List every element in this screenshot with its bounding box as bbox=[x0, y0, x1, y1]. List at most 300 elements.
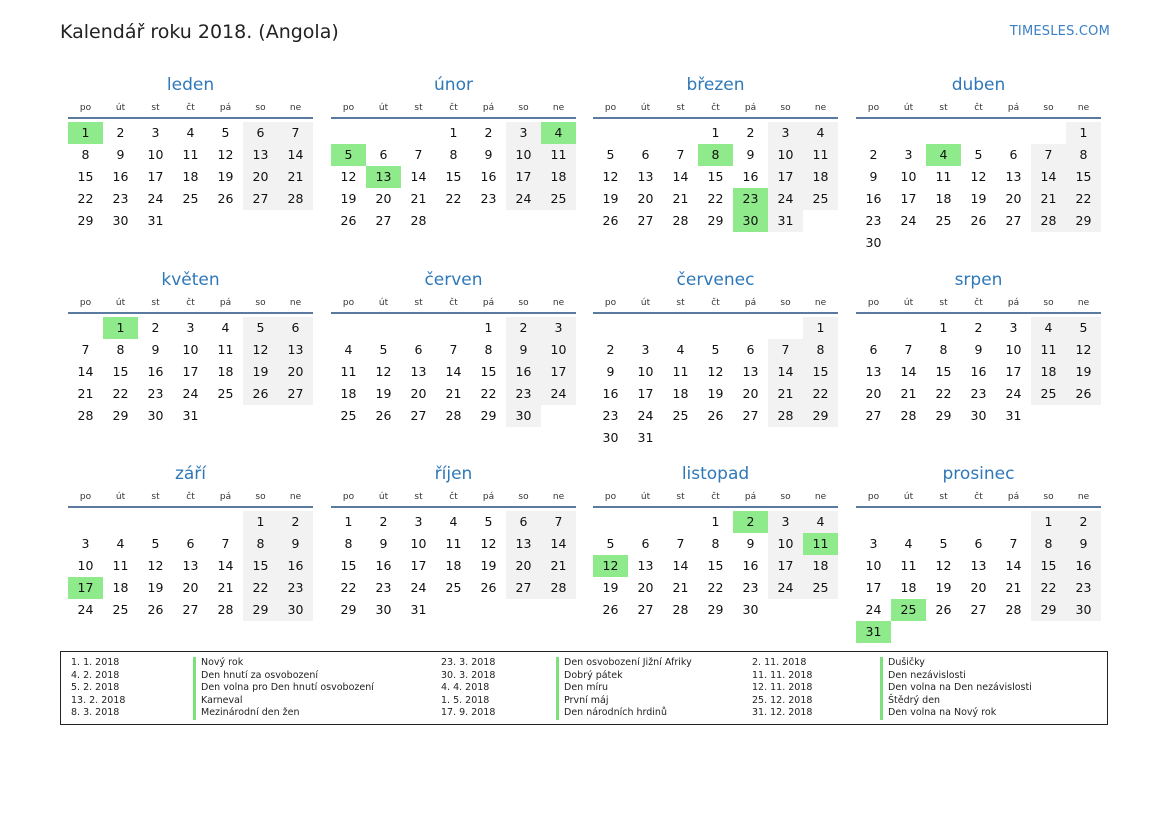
day-cell: 29 bbox=[77, 213, 94, 228]
day-cell: 22 bbox=[77, 191, 94, 206]
day-cell: 25 bbox=[182, 191, 199, 206]
weekday-label: pá bbox=[744, 298, 757, 308]
day-cell: 28 bbox=[672, 213, 689, 228]
day-cell: 4 bbox=[344, 342, 353, 357]
empty-cell bbox=[926, 122, 961, 144]
legend-date: 4. 2. 2018 bbox=[71, 669, 120, 681]
weekday-header bbox=[856, 294, 1101, 314]
day-cell: 30 bbox=[742, 602, 759, 617]
day-cell: 3 bbox=[541, 317, 576, 339]
day-cell: 28 bbox=[445, 408, 462, 423]
day-cell: 7 bbox=[221, 536, 230, 551]
day-cell: 3 bbox=[414, 514, 423, 529]
day-cell: 12 bbox=[707, 364, 724, 379]
day-cell: 18 bbox=[935, 191, 952, 206]
day-cell: 28 bbox=[541, 577, 576, 599]
day-cell: 7 bbox=[676, 536, 685, 551]
day-cell: 8 bbox=[1066, 144, 1101, 166]
day-cell: 8 bbox=[81, 147, 90, 162]
weekday-header bbox=[331, 294, 576, 314]
day-cell: 18 bbox=[541, 166, 576, 188]
day-cell: 26 bbox=[217, 191, 234, 206]
legend-date: 11. 11. 2018 bbox=[752, 669, 813, 681]
weekday-label: ne bbox=[552, 103, 565, 113]
day-cell: 21 bbox=[900, 386, 917, 401]
day-cell: 17 bbox=[182, 364, 199, 379]
day-cell: 27 bbox=[970, 602, 987, 617]
day-cell: 30 bbox=[375, 602, 392, 617]
weekday-label: st bbox=[676, 492, 685, 502]
day-cell: 14 bbox=[1031, 166, 1066, 188]
day-cell: 16 bbox=[506, 361, 541, 383]
day-cell: 9 bbox=[484, 147, 493, 162]
day-cell: 10 bbox=[637, 364, 654, 379]
weekday-label: st bbox=[939, 492, 948, 502]
days-grid bbox=[856, 122, 1101, 254]
day-cell: 15 bbox=[445, 169, 462, 184]
day-cell: 4 bbox=[803, 122, 838, 144]
day-cell: 28 bbox=[1031, 210, 1066, 232]
day-cell: 11 bbox=[340, 364, 357, 379]
day-cell: 16 bbox=[278, 555, 313, 577]
day-cell: 25 bbox=[672, 408, 689, 423]
day-cell: 14 bbox=[410, 169, 427, 184]
day-cell: 29 bbox=[707, 213, 724, 228]
day-cell: 3 bbox=[81, 536, 90, 551]
holiday-day-cell: 25 bbox=[891, 599, 926, 621]
day-cell: 6 bbox=[278, 317, 313, 339]
legend-dates-col-1 bbox=[71, 657, 125, 720]
days-grid bbox=[68, 317, 313, 427]
weekday-label: čt bbox=[186, 492, 195, 502]
day-cell: 12 bbox=[375, 364, 392, 379]
month-name: listopad bbox=[681, 464, 750, 484]
day-cell: 29 bbox=[935, 408, 952, 423]
holiday-day-cell: 5 bbox=[331, 144, 366, 166]
day-cell: 27 bbox=[278, 383, 313, 405]
day-cell: 8 bbox=[1031, 533, 1066, 555]
weekday-label: po bbox=[867, 298, 880, 308]
day-cell: 8 bbox=[243, 533, 278, 555]
legend-holiday-name: Den míru bbox=[564, 682, 609, 693]
day-cell: 29 bbox=[480, 408, 497, 423]
day-cell: 19 bbox=[375, 386, 392, 401]
weekday-header bbox=[331, 99, 576, 119]
day-cell: 31 bbox=[768, 210, 803, 232]
day-cell: 6 bbox=[641, 147, 650, 162]
weekday-label: ne bbox=[552, 492, 565, 502]
day-cell: 3 bbox=[186, 320, 195, 335]
day-cell: 30 bbox=[506, 405, 541, 427]
day-cell: 28 bbox=[77, 408, 94, 423]
day-cell: 10 bbox=[768, 144, 803, 166]
day-cell: 27 bbox=[375, 213, 392, 228]
day-cell: 24 bbox=[1005, 386, 1022, 401]
month-block bbox=[68, 74, 313, 232]
day-cell: 24 bbox=[410, 580, 427, 595]
day-cell: 14 bbox=[77, 364, 94, 379]
month-name: březen bbox=[686, 75, 745, 95]
day-cell: 18 bbox=[340, 386, 357, 401]
weekday-label: po bbox=[604, 103, 617, 113]
day-cell: 2 bbox=[1066, 511, 1101, 533]
day-cell: 24 bbox=[768, 577, 803, 599]
day-cell: 14 bbox=[541, 533, 576, 555]
weekday-label: čt bbox=[186, 298, 195, 308]
day-cell: 23 bbox=[865, 213, 882, 228]
day-cell: 11 bbox=[445, 536, 462, 551]
legend-holiday-name: Den volna pro Den hnutí osvobození bbox=[201, 682, 374, 693]
day-cell: 2 bbox=[506, 317, 541, 339]
month-name: prosinec bbox=[942, 464, 1015, 484]
weekday-label: so bbox=[518, 298, 529, 308]
empty-cell bbox=[331, 122, 366, 144]
day-cell: 17 bbox=[900, 191, 917, 206]
weekday-label: so bbox=[1043, 298, 1054, 308]
weekday-label: st bbox=[151, 492, 160, 502]
day-cell: 8 bbox=[939, 342, 948, 357]
day-cell: 13 bbox=[637, 169, 654, 184]
day-cell: 15 bbox=[77, 169, 94, 184]
day-cell: 21 bbox=[445, 386, 462, 401]
day-cell: 3 bbox=[904, 147, 913, 162]
day-cell: 17 bbox=[147, 169, 164, 184]
day-cell: 26 bbox=[602, 213, 619, 228]
day-cell: 22 bbox=[1031, 577, 1066, 599]
day-cell: 27 bbox=[637, 213, 654, 228]
empty-cell bbox=[856, 317, 891, 339]
day-cell: 2 bbox=[606, 342, 615, 357]
day-cell: 2 bbox=[278, 511, 313, 533]
legend-date: 4. 4. 2018 bbox=[441, 682, 490, 693]
legend-holiday-name: Den volna na Den nezávislosti bbox=[888, 682, 1032, 693]
month-name: říjen bbox=[434, 464, 473, 484]
day-cell: 10 bbox=[541, 339, 576, 361]
day-cell: 21 bbox=[77, 386, 94, 401]
weekday-label: út bbox=[378, 298, 389, 308]
day-cell: 8 bbox=[484, 342, 493, 357]
holiday-day-cell: 13 bbox=[366, 166, 401, 188]
day-cell: 14 bbox=[445, 364, 462, 379]
day-cell: 16 bbox=[480, 169, 497, 184]
day-cell: 28 bbox=[672, 602, 689, 617]
empty-cell bbox=[1031, 122, 1066, 144]
day-cell: 24 bbox=[77, 602, 94, 617]
day-cell: 22 bbox=[480, 386, 497, 401]
day-cell: 11 bbox=[541, 144, 576, 166]
day-cell: 15 bbox=[480, 364, 497, 379]
day-cell: 30 bbox=[602, 430, 619, 445]
holiday-day-cell: 31 bbox=[856, 621, 891, 643]
empty-cell bbox=[663, 122, 698, 144]
day-cell: 29 bbox=[112, 408, 129, 423]
day-cell: 4 bbox=[186, 125, 195, 140]
day-cell: 10 bbox=[77, 558, 94, 573]
day-cell: 26 bbox=[602, 602, 619, 617]
day-cell: 12 bbox=[340, 169, 357, 184]
month-block bbox=[331, 269, 576, 427]
legend-holiday-name: Dobrý pátek bbox=[564, 669, 623, 681]
day-cell: 14 bbox=[1005, 558, 1022, 573]
day-cell: 9 bbox=[278, 533, 313, 555]
empty-cell bbox=[103, 511, 138, 533]
day-cell: 13 bbox=[278, 339, 313, 361]
day-cell: 25 bbox=[1031, 383, 1066, 405]
empty-cell bbox=[891, 122, 926, 144]
day-cell: 22 bbox=[243, 577, 278, 599]
month-name: duben bbox=[951, 75, 1006, 95]
weekday-label: pá bbox=[219, 298, 232, 308]
weekday-label: so bbox=[518, 103, 529, 113]
day-cell: 13 bbox=[637, 558, 654, 573]
empty-cell bbox=[208, 511, 243, 533]
weekday-label: ne bbox=[814, 103, 827, 113]
weekday-label: út bbox=[903, 103, 914, 113]
weekday-label: po bbox=[79, 103, 92, 113]
day-cell: 19 bbox=[243, 361, 278, 383]
day-cell: 27 bbox=[637, 602, 654, 617]
weekday-label: út bbox=[903, 492, 914, 502]
day-cell: 7 bbox=[676, 147, 685, 162]
weekday-label: út bbox=[378, 103, 389, 113]
day-cell: 21 bbox=[541, 555, 576, 577]
legend-date: 1. 1. 2018 bbox=[71, 657, 120, 668]
day-cell: 28 bbox=[278, 188, 313, 210]
day-cell: 9 bbox=[746, 536, 755, 551]
day-cell: 30 bbox=[1066, 599, 1101, 621]
day-cell: 28 bbox=[217, 602, 234, 617]
month-block bbox=[331, 74, 576, 232]
weekday-label: pá bbox=[744, 492, 757, 502]
day-cell: 2 bbox=[869, 147, 878, 162]
day-cell: 25 bbox=[445, 580, 462, 595]
day-cell: 27 bbox=[506, 577, 541, 599]
day-cell: 16 bbox=[147, 364, 164, 379]
weekday-label: čt bbox=[449, 298, 458, 308]
empty-cell bbox=[891, 317, 926, 339]
day-cell: 16 bbox=[112, 169, 129, 184]
day-cell: 9 bbox=[606, 364, 615, 379]
day-cell: 2 bbox=[116, 125, 125, 140]
weekday-label: ne bbox=[552, 298, 565, 308]
day-cell: 29 bbox=[1031, 599, 1066, 621]
day-cell: 13 bbox=[506, 533, 541, 555]
legend-date: 25. 12. 2018 bbox=[752, 694, 813, 706]
day-cell: 17 bbox=[506, 166, 541, 188]
weekday-header bbox=[856, 488, 1101, 508]
day-cell: 26 bbox=[707, 408, 724, 423]
day-cell: 2 bbox=[379, 514, 388, 529]
day-cell: 18 bbox=[900, 580, 917, 595]
day-cell: 19 bbox=[147, 580, 164, 595]
day-cell: 20 bbox=[243, 166, 278, 188]
day-cell: 11 bbox=[182, 147, 199, 162]
day-cell: 13 bbox=[1005, 169, 1022, 184]
day-cell: 27 bbox=[1005, 213, 1022, 228]
day-cell: 19 bbox=[935, 580, 952, 595]
day-cell: 15 bbox=[1031, 555, 1066, 577]
day-cell: 23 bbox=[375, 580, 392, 595]
weekday-label: st bbox=[414, 298, 423, 308]
weekday-header bbox=[593, 99, 838, 119]
day-cell: 14 bbox=[278, 144, 313, 166]
day-cell: 7 bbox=[278, 122, 313, 144]
empty-cell bbox=[698, 317, 733, 339]
month-block bbox=[856, 269, 1101, 427]
day-cell: 12 bbox=[147, 558, 164, 573]
day-cell: 28 bbox=[410, 213, 427, 228]
weekday-label: út bbox=[115, 103, 126, 113]
empty-cell bbox=[366, 317, 401, 339]
day-cell: 19 bbox=[1066, 361, 1101, 383]
day-cell: 4 bbox=[1031, 317, 1066, 339]
day-cell: 16 bbox=[742, 558, 759, 573]
weekday-label: čt bbox=[711, 103, 720, 113]
day-cell: 28 bbox=[900, 408, 917, 423]
day-cell: 26 bbox=[375, 408, 392, 423]
empty-cell bbox=[663, 317, 698, 339]
legend-date: 31. 12. 2018 bbox=[752, 707, 813, 718]
day-cell: 31 bbox=[147, 213, 164, 228]
weekday-label: st bbox=[414, 492, 423, 502]
day-cell: 2 bbox=[974, 320, 983, 335]
day-cell: 7 bbox=[904, 342, 913, 357]
day-cell: 16 bbox=[742, 169, 759, 184]
holiday-day-cell: 17 bbox=[68, 577, 103, 599]
day-cell: 3 bbox=[151, 125, 160, 140]
month-block bbox=[593, 463, 838, 621]
day-cell: 6 bbox=[506, 511, 541, 533]
day-cell: 11 bbox=[112, 558, 129, 573]
day-cell: 20 bbox=[865, 386, 882, 401]
day-cell: 5 bbox=[243, 317, 278, 339]
day-cell: 4 bbox=[449, 514, 458, 529]
day-cell: 19 bbox=[602, 191, 619, 206]
holiday-day-cell: 2 bbox=[733, 511, 768, 533]
weekday-label: čt bbox=[449, 103, 458, 113]
legend-date: 23. 3. 2018 bbox=[441, 657, 496, 668]
empty-cell bbox=[891, 511, 926, 533]
weekday-label: st bbox=[939, 298, 948, 308]
day-cell: 12 bbox=[217, 147, 234, 162]
weekday-label: so bbox=[780, 103, 791, 113]
weekday-label: so bbox=[518, 492, 529, 502]
day-cell: 17 bbox=[541, 361, 576, 383]
weekday-label: st bbox=[151, 103, 160, 113]
holiday-day-cell: 1 bbox=[103, 317, 138, 339]
day-cell: 8 bbox=[116, 342, 125, 357]
day-cell: 24 bbox=[147, 191, 164, 206]
day-cell: 23 bbox=[112, 191, 129, 206]
day-cell: 14 bbox=[900, 364, 917, 379]
day-cell: 24 bbox=[506, 188, 541, 210]
days-grid bbox=[593, 511, 838, 621]
month-block bbox=[68, 269, 313, 427]
weekday-label: út bbox=[378, 492, 389, 502]
day-cell: 10 bbox=[410, 536, 427, 551]
month-block bbox=[856, 463, 1101, 643]
day-cell: 18 bbox=[182, 169, 199, 184]
day-cell: 17 bbox=[410, 558, 427, 573]
day-cell: 4 bbox=[221, 320, 230, 335]
day-cell: 22 bbox=[707, 191, 724, 206]
legend-holiday-name: Den nezávislosti bbox=[888, 669, 966, 681]
day-cell: 22 bbox=[803, 383, 838, 405]
day-cell: 29 bbox=[707, 602, 724, 617]
weekday-header bbox=[856, 99, 1101, 119]
weekday-label: pá bbox=[482, 103, 495, 113]
day-cell: 27 bbox=[182, 602, 199, 617]
weekday-label: čt bbox=[974, 103, 983, 113]
weekday-label: st bbox=[414, 103, 423, 113]
empty-cell bbox=[768, 317, 803, 339]
day-cell: 22 bbox=[1066, 188, 1101, 210]
legend-names-col-3 bbox=[880, 657, 1032, 720]
site-link[interactable]: TIMESLES.COM bbox=[1009, 24, 1110, 39]
day-cell: 25 bbox=[541, 188, 576, 210]
day-cell: 15 bbox=[803, 361, 838, 383]
day-cell: 17 bbox=[637, 386, 654, 401]
day-cell: 11 bbox=[935, 169, 952, 184]
weekday-header bbox=[331, 488, 576, 508]
days-grid bbox=[593, 317, 838, 449]
day-cell: 20 bbox=[1005, 191, 1022, 206]
weekday-label: ne bbox=[814, 492, 827, 502]
day-cell: 18 bbox=[672, 386, 689, 401]
weekday-label: ne bbox=[289, 298, 302, 308]
day-cell: 17 bbox=[1005, 364, 1022, 379]
day-cell: 1 bbox=[939, 320, 948, 335]
legend-names-col-1 bbox=[193, 657, 374, 720]
month-block bbox=[856, 74, 1101, 254]
day-cell: 23 bbox=[506, 383, 541, 405]
day-cell: 13 bbox=[742, 364, 759, 379]
day-cell: 1 bbox=[1031, 511, 1066, 533]
day-cell: 13 bbox=[410, 364, 427, 379]
holiday-legend bbox=[60, 651, 1108, 725]
day-cell: 18 bbox=[445, 558, 462, 573]
day-cell: 31 bbox=[410, 602, 427, 617]
day-cell: 7 bbox=[1009, 536, 1018, 551]
legend-date: 8. 3. 2018 bbox=[71, 707, 120, 718]
empty-cell bbox=[996, 122, 1031, 144]
day-cell: 1 bbox=[449, 125, 458, 140]
empty-cell bbox=[138, 511, 173, 533]
holiday-day-cell: 11 bbox=[803, 533, 838, 555]
day-cell: 7 bbox=[768, 339, 803, 361]
empty-cell bbox=[331, 317, 366, 339]
legend-dates-col-2 bbox=[441, 657, 495, 720]
day-cell: 30 bbox=[147, 408, 164, 423]
day-cell: 1 bbox=[711, 125, 720, 140]
weekday-label: po bbox=[604, 298, 617, 308]
holiday-day-cell: 1 bbox=[68, 122, 103, 144]
weekday-label: čt bbox=[974, 298, 983, 308]
weekday-label: út bbox=[640, 492, 651, 502]
day-cell: 5 bbox=[711, 342, 720, 357]
month-name: květen bbox=[161, 270, 220, 290]
month-name: srpen bbox=[954, 270, 1003, 290]
day-cell: 14 bbox=[768, 361, 803, 383]
day-cell: 7 bbox=[1031, 144, 1066, 166]
day-cell: 30 bbox=[970, 408, 987, 423]
day-cell: 27 bbox=[742, 408, 759, 423]
weekday-label: pá bbox=[482, 492, 495, 502]
day-cell: 9 bbox=[379, 536, 388, 551]
day-cell: 1 bbox=[803, 317, 838, 339]
day-cell: 31 bbox=[637, 430, 654, 445]
days-grid bbox=[856, 511, 1101, 643]
